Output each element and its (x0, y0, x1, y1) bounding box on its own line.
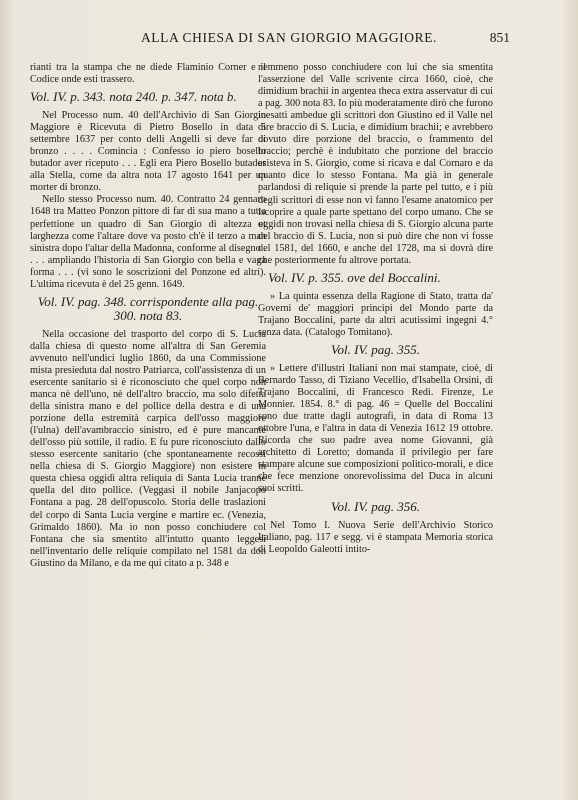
page-header (0, 30, 578, 52)
section-heading: Vol. IV. pag. 355. (331, 341, 420, 357)
right-column (258, 62, 493, 556)
running-title: ALLA CHIESA DI SAN GIORGIO MAGGIORE. (140, 30, 438, 45)
section-heading: Vol. IV. pag. 348. corrispondente alla pag. 300. nota 83. (37, 293, 259, 323)
left-column (30, 62, 266, 570)
continued-paragraph: nemmeno posso conchiudere con lui che sia smentita l'asserzione del Valle scrivente circa 1660, cioè, che dimidium brachii in argentea theca extra asservatur di cui a pag. 300 nota 83. Io più moderatamente dirò che furono inesatti ambedue gli scrittori don Giustino ed il Valle nel dire braccio di S. Lucia, e dimidium brachii; e avrebbero dovuto dire porzione del braccio, o frammento del braccio; perchè è indubitato che porzione del braccio esisteva in S. Giorgio, come si ricava e dal Cornaro e da quanto dice lo stesso Fontana. Ma già in generale parlandosi di reliquie si prende la parte pel tutto, e i più degli scrittori di esse non vi fanno l'esame anatomico per iscoprire a quale parte spettano del corpo umano. Che se oggidì non trovasi nella chiesa di S. Giorgio alcuna parte del braccio di S. Lucia, non si può dire che non vi fosse del 1581, del 1660, e anche del 1728, ma si dovrà dire che posteriormente fu altrove portata. (258, 62, 493, 266)
paragraph: » Lettere d'illustri Italiani non mai stampate, cioè, di Bernardo Tasso, di Tiziano Vecellio, d'Isabella Orsini, di Trajano Boccalini, di Francesco Redi. Firenze, Le Monnier. 1854. 8.° di pag. 46 = Quelle del Boccalini sono due tratte dagli autografi, in data di Roma 13 ottobre l'una, e l'altra in data di Venezia 1612 19 ottobre. Ricorda che suo padre avea nome Giovanni, già architetto di Loretto; domanda il privilegio per fare stampare alcune sue composizioni politico-morali, e dice che fece menzione onorevolissima del Duca in alcuni suoi scritti. (258, 362, 493, 495)
paragraph: » La quinta essenza della Ragione di Stato, tratta da' Governi de' maggiori principi del Mondo parte da Trajano Boccalini, parte da altri acutissimi ingegni 4.° senza data. (Catalogo Tomitano). (258, 290, 493, 338)
continued-paragraph: rianti tra la stampa che ne diede Flaminio Corner e il Codice onde esti trassero. (30, 62, 266, 86)
section-heading: Vol. IV. pag. 356. (331, 498, 420, 514)
page-number: 851 (489, 30, 510, 45)
section-heading: Vol. IV. p. 343. nota 240. p. 347. nota b. (30, 89, 237, 105)
paragraph: Nella occasione del trasporto del corpo di S. Lucia dalla chiesa di questo nome all'altra di San Geremia avvenuto nell'undici luglio 1860, da una Commissione mista presieduta dal nostro Patriarca, coll'assistenza di un esercente sanitario si è riconosciuto che quel corpo non manca nè dell'uno, nè dell'altro braccio, ma solo difetta della sinistra mano e del pollice della destra e di una porzione della estremità carpica dell'osso maggiore (l'ulna) dell'avambraccio sinistro, ed è pure mancante dell'osso più sottile, il radio. E fu pure riconosciuto dallo stesso esercente sanitario (che spontaneamente recossi nella chiesa di S. Giorgio Maggiore) non esistere in questa chiesa oggidì altra reliquia di Santa Lucia tranne quella del dito pollice. (Veggasi il nobile Janjacopo Fontana a pag. 28 dell'opuscolo. Storia delle traslazioni del corpo di Santa Lucia vergine e martire ec. (Venezia, Grimaldo 1860). Ma io non posso conchiudere col Fontana che sia smentito all'intutto quanto leggesi nell'inventario delle reliquie compilato nel 1581 da don Giustino da Milano, e da me qui citato a p. 348 e (30, 328, 266, 569)
section-heading: Vol. IV. p. 355. ove del Boccalini. (268, 269, 441, 285)
paragraph: Nello stesso Processo num. 40. Contratto 24 gennaro 1648 tra Matteo Ponzon pittore di far di sua mano a tutta perfettione un quadro di San Giorgio di altezza et larghezza come l'altare dove va posto ch'è il terzo a man sinistra dopo l'altar della Madonna, conforme al disegno . . . . ampliando l'historia di San Giorgio con bella e vaga forma . . . (vi sono le soscrizioni del Ponzone ed altri). L'ultima ricevuta è del 25 genn. 1649. (30, 194, 266, 290)
paragraph: Nel Processo num. 40 dell'Archivio di San Giorgio Maggiore è Ricevuta di Pietro Bosello in data 5 settembre 1637 per conto delli Angelli si deve far di bronzo . . . . Comincia : Confesso io piero bosello butador aver riceputo . . . Egli era Piero Bosello butador alla Stella, come da altra nota 17 agosto 1641 per un morter di bronzo. (30, 110, 266, 194)
paragraph: Nel Tomo I. Nuova Serie dell'Archivio Storico Italiano, pag. 117 e segg. vi è stampata Memoria storica di Leopoldo Galeotti intito- (258, 519, 493, 555)
